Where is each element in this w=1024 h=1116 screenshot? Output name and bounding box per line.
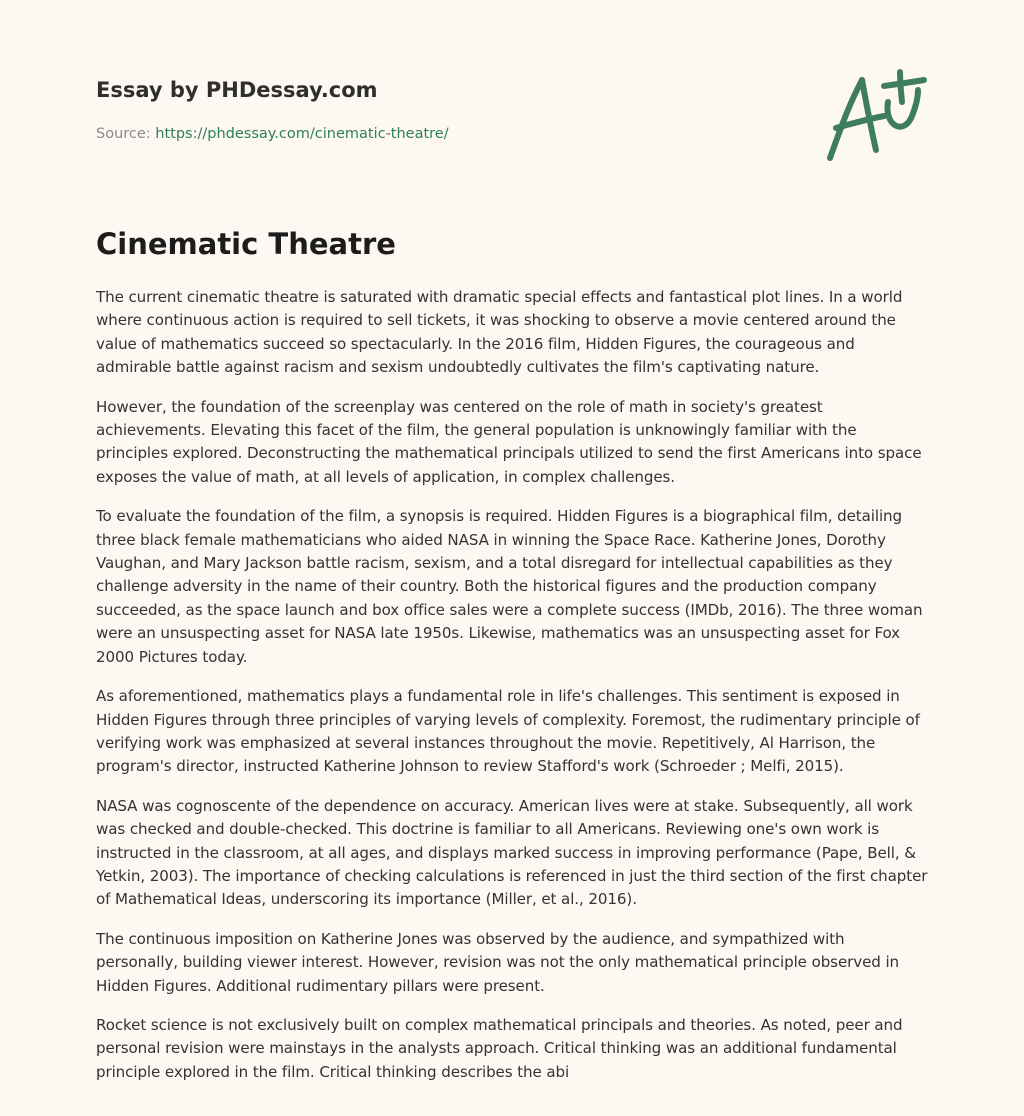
- essay-paragraph: Rocket science is not exclusively built on complex mathematical principals and theories. As noted, peer and personal revision were mainstays in the analysts approach. Critical thinking was an additional fundamental principle explored in the film. Critical thinking describes the abi: [96, 1015, 903, 1081]
- essay-paragraph: To evaluate the foundation of the film, a synopsis is required. Hidden Figures is a biographical film, detailing three black female mathematicians who aided NASA in winning the Space Race. Katherine Jones, Dorothy Vaughan, and Mary Jackson battle racism, sexism, and a total disregard for intellectual capabilities as they challenge adversity in the name of their country. Both the historical figures and the production company succeeded, as the space launch and box office sales were a complete success (IMDb, 2016). The three woman were an unsuspecting asset for NASA late 1950s. Likewise, mathematics was an unsuspecting asset for Fox 2000 Pictures today.: [96, 507, 923, 666]
- essay-content: [96, 224, 931, 1100]
- page-header: [96, 76, 656, 144]
- essay-paragraph: As aforementioned, mathematics plays a fundamental role in life's challenges. This sentiment is exposed in Hidden Figures through three principles of varying levels of complexity. Foremost, the rudimentary principle of verifying work was emphasized at several instances throughout the movie. Repetitively, Al Harrison, the program's director, instructed Katherine Johnson to review Stafford's work (Schroeder ; Melfi, 2015).: [96, 687, 920, 776]
- essay-title: Cinematic Theatre: [96, 227, 396, 261]
- source-link[interactable]: https://phdessay.com/cinematic-theatre/: [155, 126, 449, 142]
- source-line: [96, 124, 656, 144]
- essay-paragraph: The continuous imposition on Katherine Jones was observed by the audience, and sympathized with personally, building viewer interest. However, revision was not the only mathematical principle observed in Hidden Figures. Additional rudimentary pillars were present.: [96, 929, 899, 995]
- site-title: Essay by PHDessay.com: [96, 78, 378, 102]
- a-plus-icon: [818, 66, 930, 166]
- source-label: Source:: [96, 126, 156, 142]
- essay-body: [96, 286, 931, 1084]
- essay-paragraph: NASA was cognoscente of the dependence on accuracy. American lives were at stake. Subsequently, all work was checked and double-checked. This doctrine is familiar to all Americans. Reviewing one's own work is instructed in the classroom, at all ages, and displays marked success in improving performance (Pape, Bell, & Yetkin, 2003). The importance of checking calculations is referenced in just the third section of the first chapter of Mathematical Ideas, underscoring its importance (Miller, et al., 2016).: [96, 796, 928, 909]
- essay-paragraph: The current cinematic theatre is saturated with dramatic special effects and fantastical plot lines. In a world where continuous action is required to sell tickets, it was shocking to observe a movie centered around the value of mathematics succeed so spectacularly. In the 2016 film, Hidden Figures, the courageous and admirable battle against racism and sexism undoubtedly cultivates the film's captivating nature.: [96, 288, 903, 377]
- essay-paragraph: However, the foundation of the screenplay was centered on the role of math in society's greatest achievements. Elevating this facet of the film, the general population is unknowingly familiar with the principles explored. Deconstructing the mathematical principals utilized to send the first Americans into space exposes the value of math, at all levels of application, in complex challenges.: [96, 397, 922, 486]
